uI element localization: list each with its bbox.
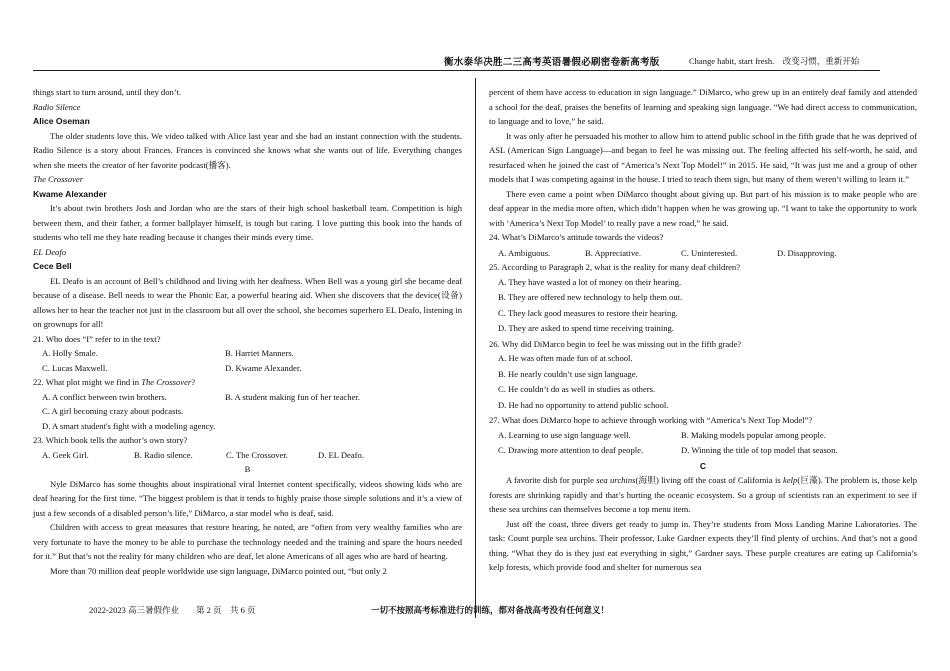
book-title-el-deafo: EL Deafo [33,246,67,257]
question-22-text: 22. What plot might we find in [33,377,142,387]
option[interactable]: B. Radio silence. [134,449,193,460]
question-21-options [33,346,462,375]
header-title: 衡水泰华决胜二三高考英语暑假必刷密卷新高考版 [444,57,660,68]
section-b-heading: B [244,464,251,474]
option[interactable]: D. They are asked to spend time receiving training. [498,323,674,333]
text-run: (海胆) living off the coast of California is [635,475,784,485]
option[interactable]: B. They are offered new technology to help them out. [498,292,683,302]
question-27: 27. What does DiMarco hope to achieve through working with “America’s Next Top Model”? [489,415,813,425]
option[interactable]: D. He had no opportunity to attend public school. [498,399,669,410]
question-26: 26. Why did DiMarco begin to feel he was missing out in the fifth grade? [489,338,742,349]
question-25-options [489,275,917,337]
passage-b-paragraph-4: It was only after he persuaded his mother to allow him to attend public school in the fifth grade that he was deprived of ASL (American Sign Language)—and began to feel he was missing out. The feeling affected his self-worth, he said, and resurfaced when he joined the cast of “America’s Next Top Model!” in 2015. He said, “It was just me and a group of other models that I was competing against in the house. I tried to teach them sign, but many of them weren’t willing to learn it.” [489,130,917,184]
option[interactable]: D. A smart student's fight with a modeling agency. [42,420,216,431]
option[interactable]: C. The Crossover. [226,449,288,460]
term-sea-urchins: sea urchins [596,475,636,485]
option[interactable]: C. Uninterested. [681,247,738,258]
question-24: 24. What’s DiMarco’s attitude towards the videos? [489,232,664,242]
footer-page-info: 2022-2023 高三暑假作业 第 2 页 共 6 页 [89,605,256,615]
option[interactable]: A. Learning to use sign language well. [498,429,631,440]
option[interactable]: A. Geek Girl. [42,449,89,460]
page-header [33,54,880,70]
question-23: 23. Which book tells the author’s own story? [33,435,188,445]
option[interactable]: A. Ambiguous. [498,247,551,258]
option[interactable]: B. He nearly couldn’t use sign language. [498,368,638,379]
option[interactable]: C. They lack good measures to restore their hearing. [498,307,678,318]
question-22 [33,375,462,390]
passage-b-paragraph-2: Children with access to great measures that restore hearing, he noted, are “often from very wealthy families who are very fortunate to have the money to be able to purchase the technology needed and the training and spare the hours needed for it.” But that’s not the reality for many children who are deaf, let alone Americans of all ages who are hard of hearing. [33,522,462,561]
question-22-book: The Crossover [141,377,192,387]
section-c-heading: C [699,460,707,471]
book-author-kwame-alexander: Kwame Alexander [33,188,107,199]
book-title-radio-silence: Radio Silence [33,101,81,112]
option[interactable]: C. Drawing more attention to deaf people. [498,445,644,455]
question-22-options [33,390,462,434]
option[interactable]: A. They have wasted a lot of money on their hearing. [498,276,682,287]
book-review-radio-silence: The older students love this. We video talked with Alice last year and she had an instant connection with the students. Radio Silence is a story about Frances. Frances is convinced she knows what she wants out of life. Everything changes when she meets the creator of her favorite podcast(播客). [33,130,462,170]
question-21: 21. Who does “I” refer to in the text? [33,333,161,344]
passage-c-paragraph-1 [489,473,917,517]
option[interactable]: B. A student making fun of her teacher. [225,391,360,402]
question-25: 25. According to Paragraph 2, what is the reality for many deaf children? [489,262,741,272]
option[interactable]: C. He couldn’t do as well in studies as others. [498,384,656,394]
footer-slogan: 一切不按照高考标准进行的训练，都对备战高考没有任何意义！ [371,606,610,616]
option[interactable]: B. Making models popular among people. [681,429,826,440]
option[interactable]: D. Winning the title of top model that season. [681,445,838,455]
passage-b-paragraph-1: Nyle DiMarco has some thoughts about inspirational viral Internet content specifically, videos showing kids who are deaf hearing for the first time. “The biggest problem is that it tends to highly praise those simple solutions and it’s a view of just a few seconds of a disabled person’s life,” DiMarco, a star model who is deaf, said. [33,478,462,518]
passage-c-paragraph-2: Just off the coast, three divers get ready to jump in. They’re students from Moss Landing Marine Laboratories. The task: Count purple sea urchins. Their professor, Luke Gardner expects they’ll find plenty of urchins. And that’s not a good thing. “What they do is they just eat everything in sight,” Gardner says. These purple creatures are eating up California’s kelp forests, which provide food and shelter for numerous sea [489,518,917,572]
option[interactable]: C. A girl becoming crazy about podcasts. [42,406,184,416]
passage-b-paragraph-3: More than 70 million deaf people worldwide use sign language, DiMarco pointed out, “but only 2 [50,565,387,576]
option[interactable]: D. EL Deafo. [318,449,364,460]
passage-b-paragraph-5: There even came a point when DiMarco thought about giving up. But part of his mission is to make people who are deaf appear in the media more often, which didn’t happen when he was growing up. “I want to take the opportunity to work with ‘America’s Next Top Model’ to really pave a new road,” he said. [489,188,917,228]
right-column [489,85,917,575]
option[interactable]: A. A conflict between twin brothers. [42,391,167,402]
passage-b-paragraph-3-cont: percent of them have access to education in sign language.” DiMarco, who grew up in an entirely deaf family and attended a school for the deaf, praises the benefits of learning and speaking sign language. “We had direct access to communication, to language and to love,” he said. [489,87,917,126]
option[interactable]: A. Holly Smale. [42,348,98,358]
question-27-options [489,428,917,459]
book-author-cece-bell: Cece Bell [33,261,72,271]
term-kelp: kelp [783,475,798,485]
book-review-the-crossover: It’s about twin brothers Josh and Jordan who are the stars of their high school basketball team. Competition is high between them, and their father, a former ballplayer himself, is tough but caring. I love putting this book into the hands of students who tell me they hate reading because it changes their minds every time. [33,203,462,242]
question-22-end: ? [191,377,196,387]
book-author-alice-oseman: Alice Oseman [33,116,90,126]
header-motto: Change habit, start fresh. 改变习惯，重新开始 [689,56,860,66]
left-column [33,85,462,578]
book-review-el-deafo: EL Deafo is an account of Bell’s childhood and living with her deafness. When Bell was a young girl she became deaf because of a disease. Bell needs to wear the Phonic Ear, a powerful hearing aid. When she discovers that the device(设备) allows her to hear the teacher not just in the classroom but all over the school, she becomes superhero EL Deafo, listening in on grownups for all! [33,275,462,329]
text-run: A favorite dish for purple [506,475,597,485]
paragraph: things start to turn around, until they don’t. [33,87,182,97]
column-divider [475,78,476,618]
text-run: (巨藻). The problem is, those kelp forests are shrinking rapidly and that’s hurting the oceanic ecosystem. So a group of scientists ran an experiment to see if these sea urchins can themselves become a top menu item. [489,475,917,514]
question-23-options [33,448,462,463]
option[interactable]: B. Appreciative. [585,247,642,258]
question-24-options [489,245,917,261]
option[interactable]: C. Lucas Maxwell. [42,362,108,373]
option[interactable]: D. Disapproving. [777,247,837,258]
option[interactable]: D. Kwame Alexander. [225,362,302,373]
question-26-options [489,351,917,413]
option[interactable]: A. He was often made fun of at school. [498,353,633,363]
header-rule [33,70,880,71]
option[interactable]: B. Harriet Manners. [225,348,294,358]
book-title-the-crossover: The Crossover [33,174,84,184]
